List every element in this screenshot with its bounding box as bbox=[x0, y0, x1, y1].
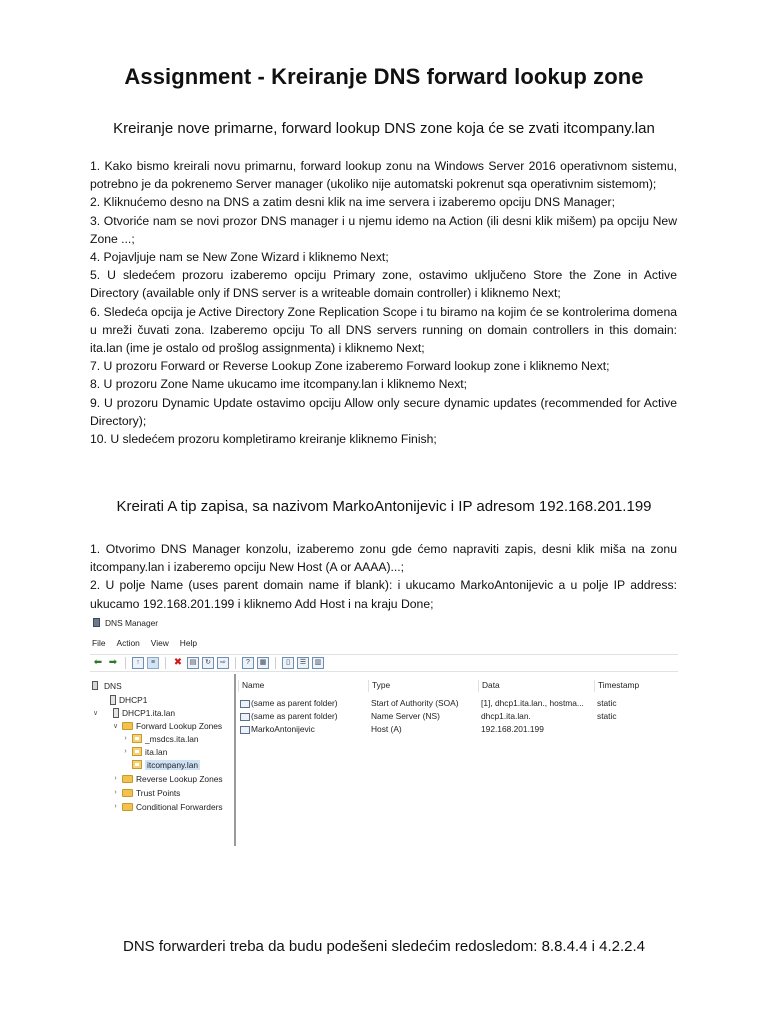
tree-node-label: Conditional Forwarders bbox=[136, 801, 223, 812]
record-data: 192.168.201.199 bbox=[481, 724, 544, 734]
table-row[interactable] bbox=[238, 711, 678, 724]
record-data: [1], dhcp1.ita.lan., hostma... bbox=[481, 698, 584, 708]
record-name: (same as parent folder) bbox=[251, 698, 338, 708]
console-tree bbox=[90, 674, 234, 846]
zone-icon bbox=[132, 734, 142, 743]
record-name-cell bbox=[240, 711, 368, 721]
tree-node-dhcp1[interactable] bbox=[100, 693, 147, 706]
step-item: 5. U sledećem prozoru izaberemo opciju Primary zone, ostavimo uključeno Store the Zone in Active Directory (available only if DNS server is a writeable domain controller) i kliknemo Next; bbox=[90, 268, 677, 301]
tree-node-reverse-lookup-zones[interactable] bbox=[112, 772, 223, 785]
step-item: 2. Kliknućemo desno na DNS a zatim desni klik na ime servera i izaberemo opciju DNS Manager; bbox=[90, 195, 615, 210]
section2-heading: Kreirati A tip zapisa, sa nazivom MarkoAntonijevic i IP adresom 192.168.201.199 bbox=[116, 498, 652, 515]
record-timestamp: static bbox=[597, 698, 617, 708]
delete-icon[interactable]: ✖ bbox=[173, 657, 183, 668]
record-icon bbox=[240, 726, 250, 734]
table-row[interactable] bbox=[238, 698, 678, 711]
tree-node-forward-lookup-zones[interactable] bbox=[112, 719, 222, 732]
record-type: Host (A) bbox=[371, 724, 402, 734]
folder-icon bbox=[122, 789, 133, 797]
toolbar-separator bbox=[165, 657, 166, 669]
chevron-right-icon[interactable]: › bbox=[124, 735, 127, 742]
record-name: (same as parent folder) bbox=[251, 711, 338, 721]
tree-node-trust-points[interactable] bbox=[112, 786, 180, 799]
show-hide-tree-icon[interactable]: ≡ bbox=[147, 657, 159, 669]
tree-node-label: Trust Points bbox=[136, 787, 181, 798]
dns-manager-window bbox=[90, 614, 678, 846]
step-item: 1. Kako bismo kreirali novu primarnu, forward lookup zonu na Windows Server 2016 operativnom sistemu, potrebno je da pokrenemo Server manager (ukoliko nije automatski pokrenut sqa operativnim sistemom); bbox=[90, 159, 677, 192]
column-header-timestamp[interactable]: Timestamp bbox=[594, 680, 678, 692]
step-item: 8. U prozoru Zone Name ukucamo ime itcompany.lan i kliknemo Next; bbox=[90, 377, 468, 392]
chevron-right-icon[interactable]: › bbox=[114, 789, 117, 796]
chevron-down-icon[interactable]: ∨ bbox=[92, 709, 99, 717]
list-view-icon[interactable]: ☰ bbox=[297, 657, 309, 669]
record-icon bbox=[240, 700, 250, 708]
column-header-name[interactable]: Name bbox=[238, 680, 368, 692]
server-icon[interactable]: ▯ bbox=[282, 657, 294, 669]
refresh-icon[interactable]: ↻ bbox=[202, 657, 214, 669]
record-timestamp: static bbox=[597, 711, 617, 721]
tree-node-zone-ita-lan[interactable] bbox=[122, 745, 167, 758]
tree-node-label: Forward Lookup Zones bbox=[136, 720, 223, 731]
tree-node-label: _msdcs.ita.lan bbox=[145, 733, 199, 744]
record-name-cell bbox=[240, 698, 368, 708]
zone-icon bbox=[132, 747, 142, 756]
step-item: 7. U prozoru Forward or Reverse Lookup Zone izaberemo Forward lookup zone i kliknemo Next; bbox=[90, 359, 610, 374]
folder-icon bbox=[122, 803, 133, 811]
folder-icon bbox=[122, 775, 133, 783]
record-name-cell bbox=[240, 724, 368, 734]
list-header bbox=[238, 680, 678, 692]
forwarders-note: DNS forwarderi treba da budu podešeni sledećim redosledom: 8.8.4.4 i 4.2.2.4 bbox=[123, 938, 645, 955]
export-list-icon[interactable]: ⇨ bbox=[217, 657, 229, 669]
detail-view-icon[interactable]: ▥ bbox=[312, 657, 324, 669]
step-item: 10. U sledećem prozoru kompletiramo kreiranje kliknemo Finish; bbox=[90, 432, 437, 447]
tree-node-label: DNS bbox=[104, 680, 122, 691]
server-icon bbox=[110, 695, 116, 705]
tree-node-label: itcompany.lan bbox=[147, 759, 199, 770]
chevron-right-icon[interactable]: › bbox=[124, 748, 127, 755]
tree-node-dns[interactable] bbox=[92, 679, 122, 692]
toolbar-separator bbox=[275, 657, 276, 669]
step-item: 1. Otvorimo DNS Manager konzolu, izaberemo zonu gde ćemo napraviti zapis, desni klik miša na zonu itcompany.lan i izaberemo opciju New Host (A or AAAA)...; bbox=[90, 542, 677, 575]
up-folder-icon[interactable]: ↑ bbox=[132, 657, 144, 669]
table-row[interactable] bbox=[238, 724, 678, 737]
step-item: 3. Otvoriće nam se novi prozor DNS manager i u njemu idemo na Action (ili desni klik mišem) pa opciju New Zone ...; bbox=[90, 213, 677, 246]
window-titlebar bbox=[92, 616, 158, 630]
chevron-right-icon[interactable]: › bbox=[114, 775, 117, 782]
tree-node-label: ita.lan bbox=[145, 746, 168, 757]
step-item: 4. Pojavljuje nam se New Zone Wizard i kliknemo Next; bbox=[90, 250, 389, 265]
menu-action[interactable]: Action bbox=[116, 638, 140, 648]
help-icon[interactable]: ? bbox=[242, 657, 254, 669]
column-header-type[interactable]: Type bbox=[368, 680, 478, 692]
tree-node-zone-itcompany-lan[interactable] bbox=[122, 758, 200, 771]
record-data: dhcp1.ita.lan. bbox=[481, 711, 531, 721]
dns-manager-app-icon bbox=[92, 618, 101, 628]
pane-splitter[interactable] bbox=[234, 674, 236, 846]
chevron-right-icon[interactable]: › bbox=[114, 803, 117, 810]
record-name: MarkoAntonijevic bbox=[251, 724, 315, 734]
record-type: Name Server (NS) bbox=[371, 711, 440, 721]
menu-file[interactable]: File bbox=[92, 638, 106, 648]
toolbar bbox=[90, 654, 678, 672]
column-header-data[interactable]: Data bbox=[478, 680, 594, 692]
tree-node-label: DHCP1 bbox=[119, 694, 148, 705]
zone-icon bbox=[132, 760, 142, 769]
back-icon[interactable]: ⬅ bbox=[93, 657, 103, 668]
record-icon bbox=[240, 713, 250, 721]
menu-view[interactable]: View bbox=[150, 638, 169, 648]
document-title: Assignment - Kreiranje DNS forward lookup zone bbox=[124, 64, 644, 89]
step-item: 9. U prozoru Dynamic Update ostavimo opciju Allow only secure dynamic updates (recommended for Active Directory); bbox=[90, 395, 677, 428]
chevron-down-icon[interactable]: ∨ bbox=[112, 722, 119, 730]
toolbar-separator bbox=[125, 657, 126, 669]
folder-icon bbox=[122, 722, 133, 730]
toolbar-separator bbox=[235, 657, 236, 669]
server-icon bbox=[113, 708, 119, 718]
console-view-icon[interactable]: ▦ bbox=[257, 657, 269, 669]
tree-node-label: Reverse Lookup Zones bbox=[136, 773, 223, 784]
properties-icon[interactable]: ▤ bbox=[187, 657, 199, 669]
step-item: 2. U polje Name (uses parent domain name if blank): i ukucamo MarkoAntonijevic a u polje IP address: ukucamo 192.168.201.199 i kliknemo Add Host i na kraju Done; bbox=[90, 578, 677, 611]
dns-icon bbox=[92, 681, 101, 691]
tree-node-dhcp1-ita-lan[interactable] bbox=[92, 706, 175, 719]
tree-node-conditional-forwarders[interactable] bbox=[112, 800, 223, 813]
forward-icon[interactable]: ➡ bbox=[108, 657, 118, 668]
tree-node-zone-msdcs[interactable] bbox=[122, 732, 199, 745]
section1-heading: Kreiranje nove primarne, forward lookup DNS zone koja će se zvati itcompany.lan bbox=[113, 120, 655, 137]
tree-node-label: DHCP1.ita.lan bbox=[122, 707, 176, 718]
record-type: Start of Authority (SOA) bbox=[371, 698, 459, 708]
section2-steps bbox=[90, 540, 677, 613]
menu-bar bbox=[92, 638, 197, 648]
menu-help[interactable]: Help bbox=[179, 638, 198, 648]
step-item: 6. Sledeća opcija je Active Directory Zone Replication Scope i tu biramo na kojim će se kontrolerima domena u mreži čuvati zona. Izaberemo opciju To all DNS servers running on domain controllers in this domain: ita.lan (ime je ostalo od prošlog assignmenta) i kliknemo Next; bbox=[90, 304, 677, 356]
window-title: DNS Manager bbox=[105, 618, 159, 628]
section1-steps bbox=[90, 157, 677, 448]
